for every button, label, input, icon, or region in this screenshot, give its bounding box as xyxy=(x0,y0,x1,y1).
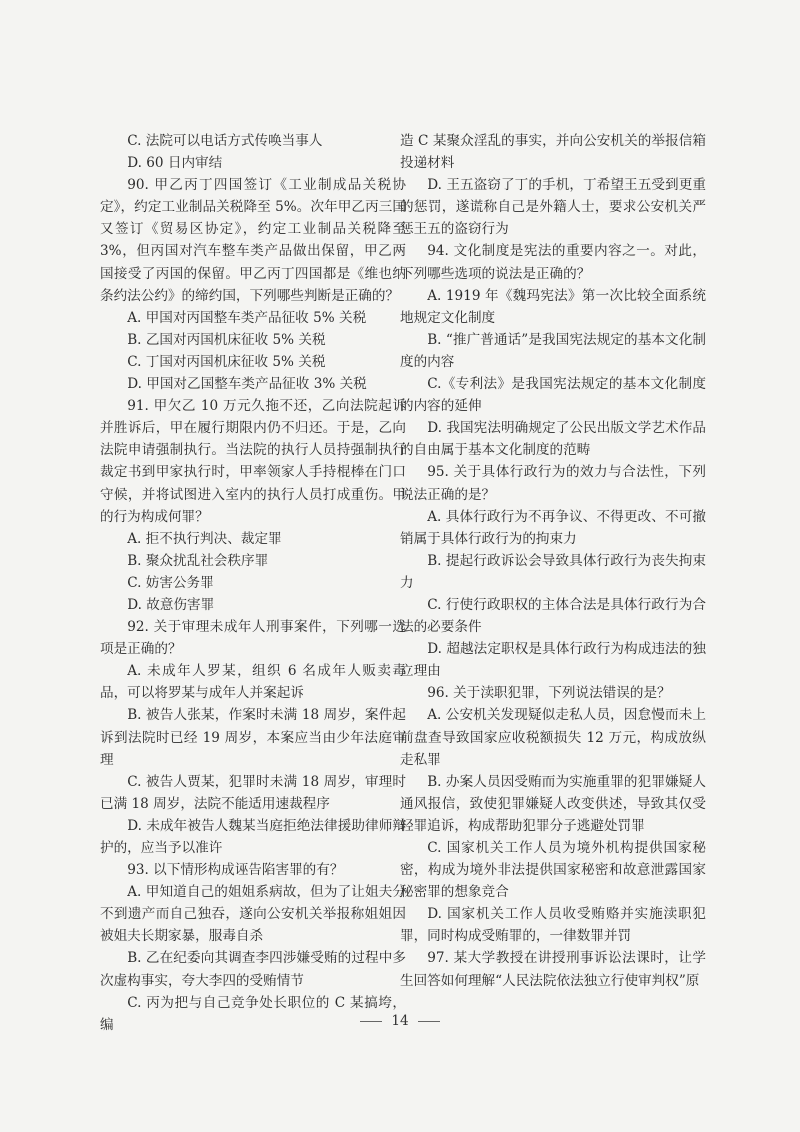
paragraph: A. 拒不执行判决、裁定罪 xyxy=(127,530,282,547)
paragraph: C.《专利法》是我国宪法规定的基本文化制度的内容的延伸 xyxy=(400,376,706,415)
paragraph: 95. 关于具体行政行为的效力与合法性，下列说法正确的是？ xyxy=(400,464,706,503)
paragraph: A. 具体行政行为不再争议、不得更改、不可撤销属于具体行政行为的拘束力 xyxy=(400,508,706,547)
paragraph: D. 甲国对乙国整车类产品征收 3% 关税 xyxy=(127,376,367,393)
right-column xyxy=(400,130,706,992)
dash-right xyxy=(418,1021,440,1022)
paragraph: C. 丙为把与自己竞争处长职位的 C 某搞垮，编 xyxy=(100,994,406,1033)
paragraph: 93. 以下情形构成诬告陷害罪的有？ xyxy=(127,862,344,879)
paragraph: D. 超越法定职权是具体行政行为构成违法的独立理由 xyxy=(400,641,706,680)
dash-left xyxy=(360,1021,382,1022)
left-column xyxy=(100,130,409,1036)
paragraph: A. 甲知道自己的姐姐系病故，但为了让姐夫分不到遗产而自己独吞，遂向公安机关举报称姐姐因被姐夫长期家暴，服毒自杀 xyxy=(100,884,406,945)
paragraph: A. 1919 年《魏玛宪法》第一次比较全面系统地规定文化制度 xyxy=(400,287,706,326)
paragraph: D. 60 日内审结 xyxy=(127,155,223,172)
paragraph: D. 王五盗窃了丁的手机，丁希望王五受到更重的惩罚，遂谎称自己是外籍人士，要求公安机关严惩王五的盗窃行为 xyxy=(400,177,706,238)
paragraph: D. 未成年被告人魏某当庭拒绝法律援助律师辩护的，应当予以准许 xyxy=(100,817,406,856)
paragraph: C. 被告人贾某，犯罪时未满 18 周岁，审理时已满 18 周岁，法院不能适用速裁程序 xyxy=(100,773,406,812)
paragraph: 92. 关于审理未成年人刑事案件，下列哪一选项是正确的？ xyxy=(100,619,406,658)
paragraph: B. 乙在纪委向其调查李四涉嫌受贿的过程中多次虚构事实，夸大李四的受贿情节 xyxy=(100,950,406,989)
paragraph: C. 妨害公务罪 xyxy=(127,574,214,591)
paragraph: D. 故意伤害罪 xyxy=(127,596,215,613)
page-number xyxy=(0,1013,800,1029)
paragraph: 97. 某大学教授在讲授刑事诉讼法课时，让学生回答如何理解“人民法院依法独立行使审判权”原 xyxy=(400,950,706,989)
paragraph: B. “推广普通话”是我国宪法规定的基本文化制度的内容 xyxy=(400,331,706,370)
paragraph: C. 法院可以电话方式传唤当事人 xyxy=(127,133,323,149)
paragraph: B. 提起行政诉讼会导致具体行政行为丧失拘束力 xyxy=(400,552,706,591)
paragraph: B. 聚众扰乱社会秩序罪 xyxy=(127,552,269,569)
paragraph: 90. 甲乙丙丁四国签订《工业制成品关税协定》，约定工业制品关税降至 5%。次年甲乙丙三国又签订《贸易区协定》，约定工业制品关税降至 3%，但丙国对汽车整车类产品做出保留，甲乙两国接受了丙国的保留。甲乙丙丁四国都是《维也纳条约法公约》的缔约国，下列哪些判断是正确的？ xyxy=(100,177,406,304)
paragraph-continuation: 造 C 某聚众淫乱的事实，并向公安机关的举报信箱投递材料 xyxy=(400,133,706,172)
paragraph: C. 国家机关工作人员为境外机构提供国家秘密，构成为境外非法提供国家秘密和故意泄露国家秘密罪的想象竞合 xyxy=(400,840,706,901)
paragraph: C. 丁国对丙国机床征收 5% 关税 xyxy=(127,353,326,370)
page-number-text: 14 xyxy=(391,1013,409,1029)
paragraph: 94. 文化制度是宪法的重要内容之一。对此，下列哪些选项的说法是正确的？ xyxy=(400,243,706,282)
paragraph: B. 被告人张某，作案时未满 18 周岁，案件起诉到法院时已经 19 周岁，本案应当由少年法庭审理 xyxy=(100,707,406,768)
paragraph: 96. 关于渎职犯罪，下列说法错误的是？ xyxy=(427,685,671,702)
paragraph: C. 行使行政职权的主体合法是具体行政行为合法的必要条件 xyxy=(400,596,706,636)
paragraph: D. 国家机关工作人员收受贿赂并实施渎职犯罪，同时构成受贿罪的，一律数罪并罚 xyxy=(400,906,706,945)
paragraph: A. 甲国对丙国整车类产品征收 5% 关税 xyxy=(127,309,367,326)
paragraph: D. 我国宪法明确规定了公民出版文学艺术作品的自由属于基本文化制度的范畴 xyxy=(400,420,706,459)
paragraph: A. 公安机关发现疑似走私人员，因怠慢而未上前盘查导致国家应收税额损失 12 万元，构成放纵走私罪 xyxy=(400,707,706,768)
paragraph: B. 乙国对丙国机床征收 5% 关税 xyxy=(127,331,326,348)
paragraph: B. 办案人员因受贿而为实施重罪的犯罪嫌疑人通风报信，致使犯罪嫌疑人改变供述，导致其仅受轻罪追诉，构成帮助犯罪分子逃避处罚罪 xyxy=(400,773,706,834)
paragraph: A. 未成年人罗某，组织 6 名成年人贩卖毒品，可以将罗某与成年人并案起诉 xyxy=(100,663,406,702)
paragraph: 91. 甲欠乙 10 万元久拖不还，乙向法院起诉并胜诉后，甲在履行期限内仍不归还。于是，乙向法院申请强制执行。当法院的执行人员持强制执行裁定书到甲家执行时，甲率领家人手持棍棒在门口守候，并将试图进入室内的执行人员打成重伤。甲的行为构成何罪？ xyxy=(100,398,406,525)
